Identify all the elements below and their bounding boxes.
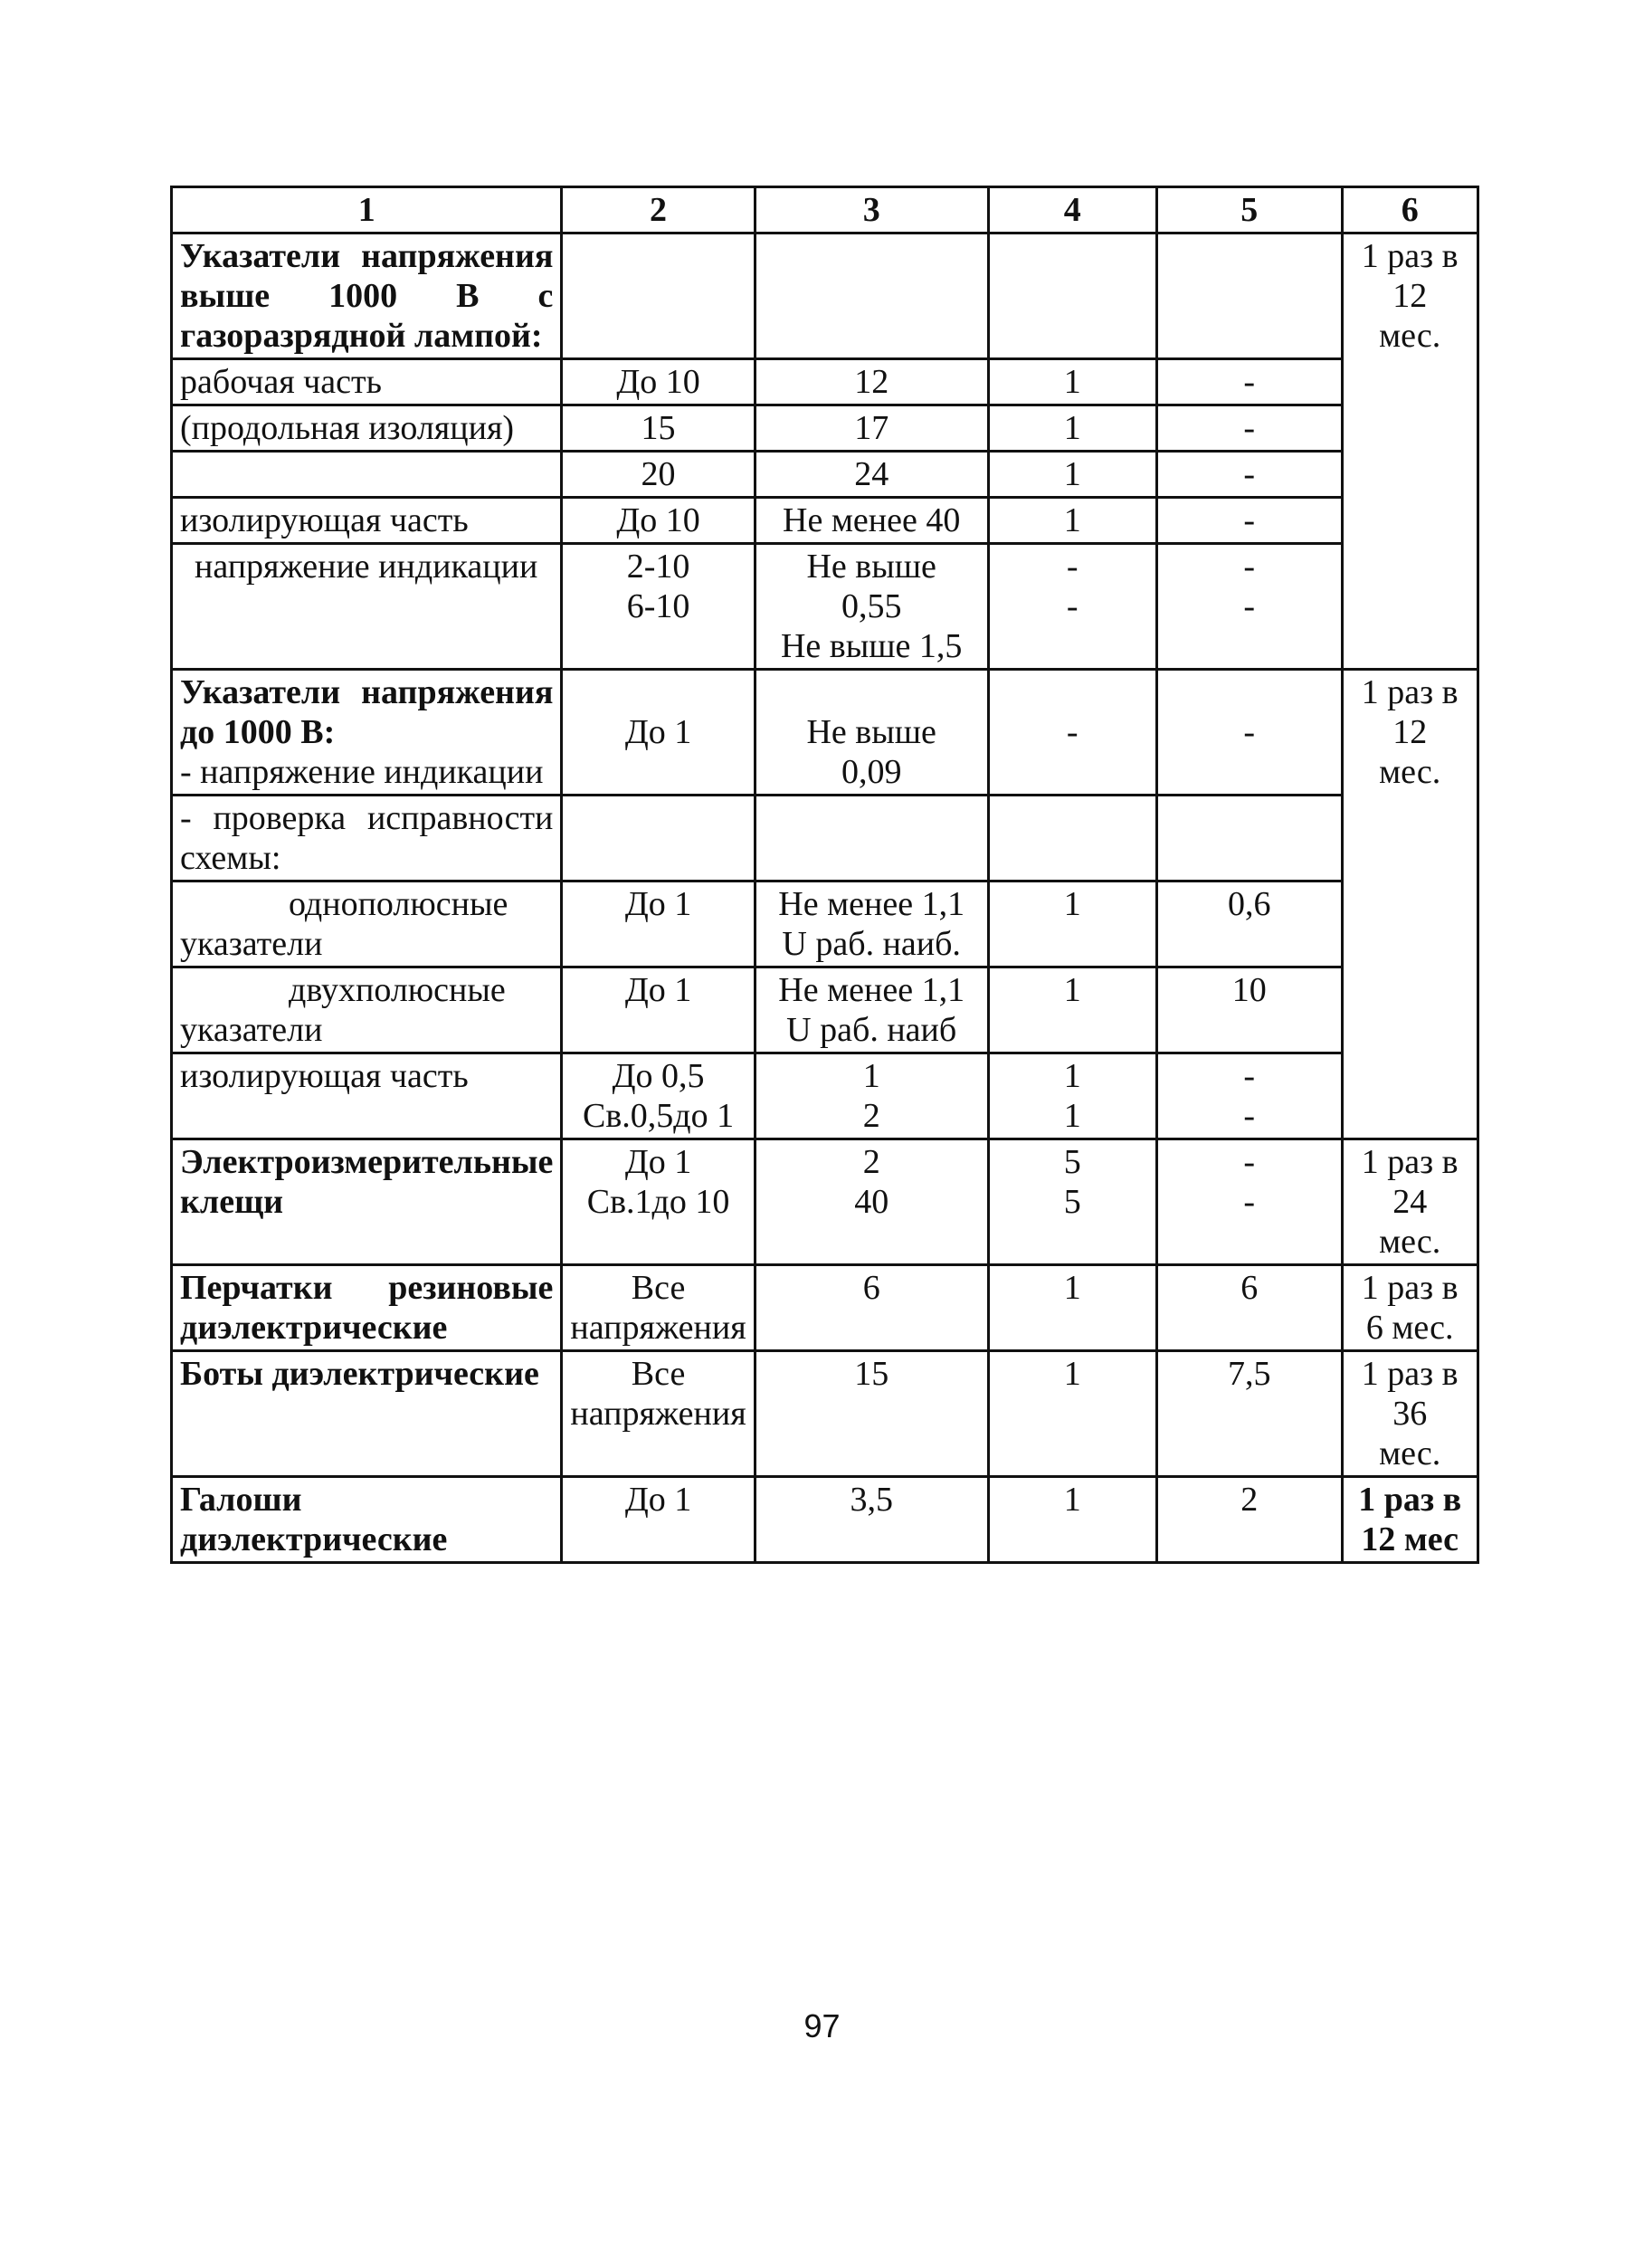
voltage-cell: 15 bbox=[562, 405, 755, 452]
duration-cell: 1 bbox=[988, 967, 1156, 1053]
current-cell: - bbox=[1156, 670, 1342, 796]
section-title: Указатели напряжения до 1000 В: bbox=[180, 673, 554, 751]
duration-cell: - bbox=[988, 670, 1156, 796]
table-row bbox=[172, 544, 1478, 670]
duration-cell: 1 bbox=[988, 452, 1156, 498]
current-cell: 2 bbox=[1156, 1477, 1342, 1563]
table-row bbox=[172, 881, 1478, 967]
column-header: 1 bbox=[172, 187, 562, 233]
voltage-cell: До 1 bbox=[562, 881, 755, 967]
table-row bbox=[172, 967, 1478, 1053]
duration-cell: 1 bbox=[988, 1265, 1156, 1351]
column-header: 5 bbox=[1156, 187, 1342, 233]
current-cell: - - bbox=[1156, 544, 1342, 670]
current-cell: 0,6 bbox=[1156, 881, 1342, 967]
table-row bbox=[172, 1139, 1478, 1265]
section-title: Перчатки резиновые диэлектрические bbox=[172, 1265, 562, 1351]
section-cell bbox=[172, 670, 562, 796]
table-row bbox=[172, 796, 1478, 881]
row-label: (продольная изоляция) bbox=[172, 405, 562, 452]
current-cell: - - bbox=[1156, 1139, 1342, 1265]
row-label: изолирующая часть bbox=[172, 1053, 562, 1139]
voltage-cell: До 1 bbox=[562, 967, 755, 1053]
current-cell: - bbox=[1156, 359, 1342, 405]
row-label bbox=[172, 452, 562, 498]
voltage-cell: До 1 Св.1до 10 bbox=[562, 1139, 755, 1265]
test-voltage-cell: Не выше 0,09 bbox=[755, 670, 988, 796]
voltage-cell: До 10 bbox=[562, 498, 755, 544]
duration-cell: 5 5 bbox=[988, 1139, 1156, 1265]
section-title: Указатели напряжения выше 1000 В с газоразрядной лампой: bbox=[172, 233, 562, 359]
voltage-cell: Все напряжения bbox=[562, 1265, 755, 1351]
periodicity-cell: 1 раз в 12 мес bbox=[1342, 1477, 1478, 1563]
table-row bbox=[172, 1351, 1478, 1477]
duration-cell: 1 bbox=[988, 359, 1156, 405]
voltage-cell: До 10 bbox=[562, 359, 755, 405]
row-label: изолирующая часть bbox=[172, 498, 562, 544]
duration-cell: 1 bbox=[988, 881, 1156, 967]
current-cell: - - bbox=[1156, 1053, 1342, 1139]
duration-cell: 1 bbox=[988, 498, 1156, 544]
test-voltage-cell: 17 bbox=[755, 405, 988, 452]
table-row bbox=[172, 452, 1478, 498]
voltage-cell: До 1 bbox=[562, 670, 755, 796]
table-row bbox=[172, 233, 1478, 359]
current-cell: - bbox=[1156, 452, 1342, 498]
table-header-row bbox=[172, 187, 1478, 233]
current-cell: 10 bbox=[1156, 967, 1342, 1053]
row-label: - проверка исправности схемы: bbox=[172, 796, 562, 881]
row-label: двухполюсные указатели bbox=[172, 967, 562, 1053]
test-voltage-cell: 12 bbox=[755, 359, 988, 405]
current-cell: - bbox=[1156, 405, 1342, 452]
column-header: 3 bbox=[755, 187, 988, 233]
table-row bbox=[172, 405, 1478, 452]
table-row bbox=[172, 498, 1478, 544]
row-label: напряжение индикации bbox=[172, 544, 562, 670]
voltage-cell: До 1 bbox=[562, 1477, 755, 1563]
column-header: 6 bbox=[1342, 187, 1478, 233]
row-label: однополюсные указатели bbox=[172, 881, 562, 967]
row-label: - напряжение индикации bbox=[180, 753, 544, 791]
section-title: Боты диэлектрические bbox=[172, 1351, 562, 1477]
column-header: 2 bbox=[562, 187, 755, 233]
table-row bbox=[172, 1265, 1478, 1351]
test-voltage-cell: Не менее 40 bbox=[755, 498, 988, 544]
duration-cell: 1 bbox=[988, 405, 1156, 452]
page-number: 97 bbox=[803, 2007, 841, 2044]
column-header: 4 bbox=[988, 187, 1156, 233]
current-cell: - bbox=[1156, 498, 1342, 544]
voltage-cell: До 0,5 Св.0,5до 1 bbox=[562, 1053, 755, 1139]
duration-cell: 1 bbox=[988, 1351, 1156, 1477]
table-row bbox=[172, 1053, 1478, 1139]
test-voltage-cell: Не менее 1,1 U раб. наиб bbox=[755, 967, 988, 1053]
periodicity-cell: 1 раз в 12 мес. bbox=[1342, 670, 1478, 1139]
voltage-cell: 2-10 6-10 bbox=[562, 544, 755, 670]
table-row bbox=[172, 670, 1478, 796]
test-voltage-cell: 15 bbox=[755, 1351, 988, 1477]
test-voltage-cell: 6 bbox=[755, 1265, 988, 1351]
section-title: Галоши диэлектрические bbox=[172, 1477, 562, 1563]
periodicity-cell: 1 раз в 12 мес. bbox=[1342, 233, 1478, 670]
row-label: рабочая часть bbox=[172, 359, 562, 405]
test-voltage-cell: 2 40 bbox=[755, 1139, 988, 1265]
current-cell: 7,5 bbox=[1156, 1351, 1342, 1477]
duration-cell: 1 1 bbox=[988, 1053, 1156, 1139]
periodicity-cell: 1 раз в 24 мес. bbox=[1342, 1139, 1478, 1265]
section-title: Электроизмерительные клещи bbox=[172, 1139, 562, 1265]
duration-cell: - - bbox=[988, 544, 1156, 670]
voltage-cell: Все напряжения bbox=[562, 1351, 755, 1477]
current-cell: 6 bbox=[1156, 1265, 1342, 1351]
test-voltage-cell: Не выше 0,55 Не выше 1,5 bbox=[755, 544, 988, 670]
test-voltage-cell: 24 bbox=[755, 452, 988, 498]
duration-cell: 1 bbox=[988, 1477, 1156, 1563]
periodicity-cell: 1 раз в 36 мес. bbox=[1342, 1351, 1478, 1477]
test-voltage-cell: 3,5 bbox=[755, 1477, 988, 1563]
test-voltage-cell: 1 2 bbox=[755, 1053, 988, 1139]
test-norms-table bbox=[170, 186, 1479, 1564]
table-row bbox=[172, 359, 1478, 405]
table-row bbox=[172, 1477, 1478, 1563]
periodicity-cell: 1 раз в 6 мес. bbox=[1342, 1265, 1478, 1351]
voltage-cell: 20 bbox=[562, 452, 755, 498]
test-voltage-cell: Не менее 1,1 U раб. наиб. bbox=[755, 881, 988, 967]
